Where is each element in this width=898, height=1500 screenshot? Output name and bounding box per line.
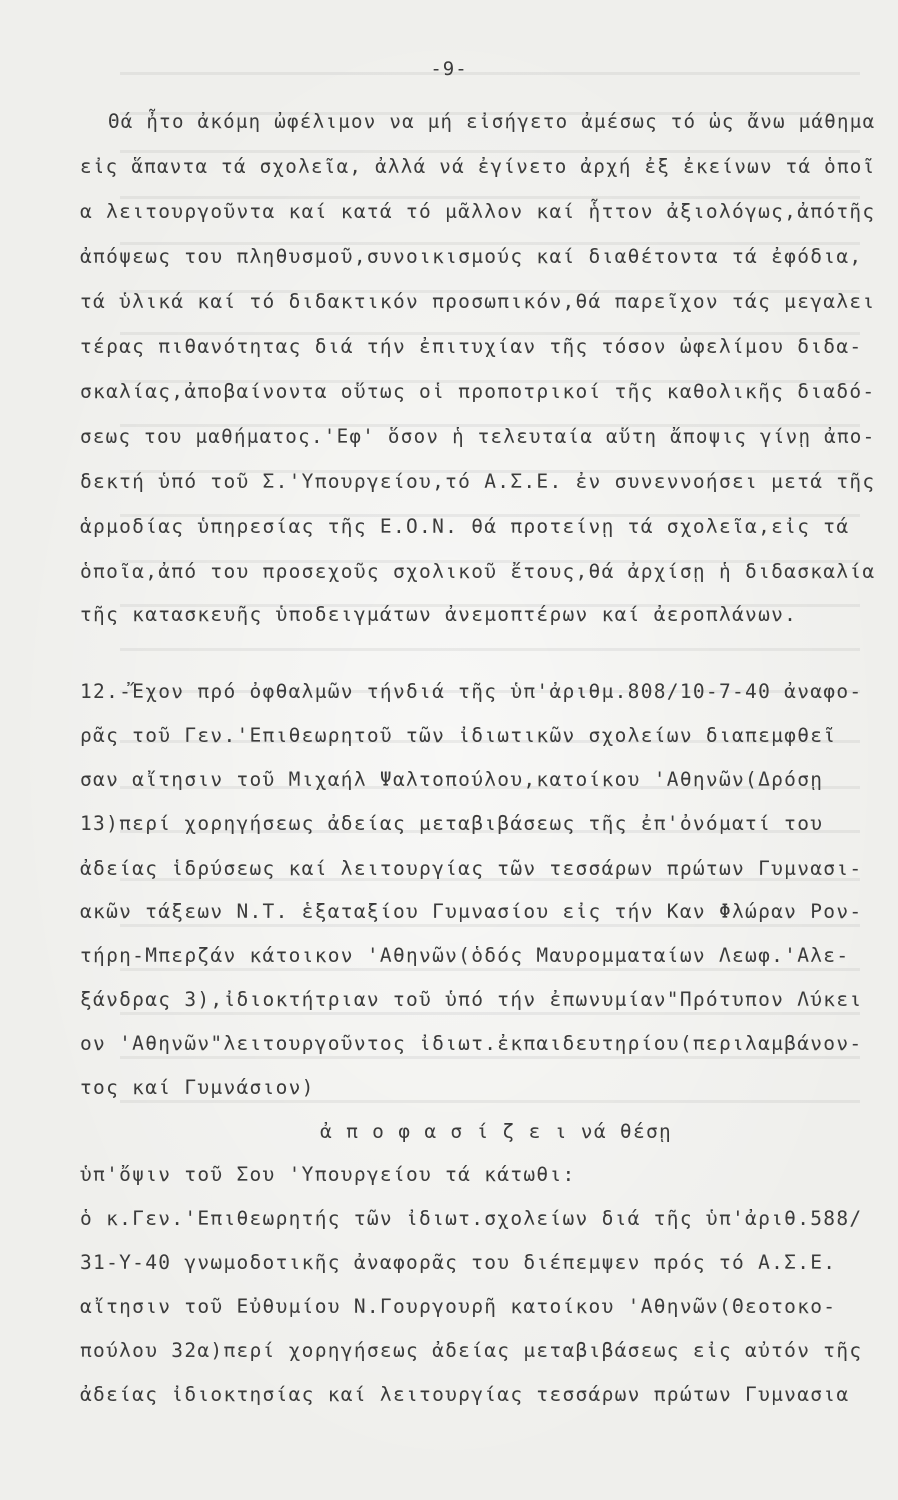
item-12-line-9: ον 'Αθηνῶν"λειτουργοῦντος ἰδιωτ.ἐκπαιδευτηρίου(περιλαμβάνον- <box>80 1032 863 1055</box>
text-line-3: α λειτουργοῦντα καί κατά τό μᾶλλον καί ἧττον ἀξιολόγως,ἀπότῆς <box>80 200 876 223</box>
item-12-line-6: ακῶν τάξεων Ν.Τ. ἑξαταξίου Γυμνασίου εἰς τήν Καν Φλώραν Ρον- <box>80 900 863 923</box>
decision-line-6: ἀδείας ἰδιοκτησίας καί λειτουργίας τεσσάρων πρώτων Γυμνασια <box>80 1383 850 1406</box>
text-line-11: ὁποῖα,ἀπό του προσεχοῦς σχολικοῦ ἔτους,θά ἀρχίσῃ ἡ διδασκαλία <box>80 560 876 583</box>
text-line-8: σεως του μαθήματος.'Εφ' ὅσον ἡ τελευταία αὕτη ἄποψις γίνῃ ἀπο- <box>80 425 876 448</box>
text-line-7: σκαλίας,ἀποβαίνοντα οὕτως οἱ προποτρικοί τῆς καθολικῆς διαδό- <box>80 380 876 403</box>
text-line-2: εἰς ἅπαντα τά σχολεῖα, ἀλλά νά ἐγίνετο ἀρχή ἐξ ἐκείνων τά ὁποῖ <box>80 155 876 178</box>
item-12-line-8: ξάνδρας 3),ἰδιοκτήτριαν τοῦ ὑπό τήν ἐπωνυμίαν"Πρότυπον Λύκει <box>80 988 863 1011</box>
item-12-line-2: ρᾶς τοῦ Γεν.'Επιθεωρητοῦ τῶν ἰδιωτικῶν σχολείων διαπεμφθεῖ <box>80 724 837 747</box>
decision-line-4: αἴτησιν τοῦ Εὐθυμίου Ν.Γουργουρῆ κατοίκου 'Αθηνῶν(Θεοτοκο- <box>80 1295 837 1318</box>
decision-line-5: πούλου 32α)περί χορηγήσεως ἀδείας μεταβιβάσεως εἰς αὐτόν τῆς <box>80 1339 863 1362</box>
item-12-line-1: 12.-Ἔχον πρό ὀφθαλμῶν τήνδιά τῆς ὑπ'ἀριθμ.808/10-7-40 ἀναφο- <box>80 680 863 703</box>
item-12-line-3: σαν αἴτησιν τοῦ Μιχαήλ Ψαλτοπούλου,κατοίκου 'Αθηνῶν(Δρόσῃ <box>80 768 824 791</box>
item-12-line-10: τος καί Γυμνάσιον) <box>80 1076 315 1099</box>
decision-line-2: ὁ κ.Γεν.'Επιθεωρητής τῶν ἰδιωτ.σχολείων διά τῆς ὑπ'ἀριθ.588/ <box>80 1207 863 1230</box>
decision-line-3: 31-Υ-40 γνωμοδοτικῆς ἀναφορᾶς του διέπεμψεν πρός τό Α.Σ.Ε. <box>80 1251 837 1274</box>
decision-line-1: ὑπ'ὄψιν τοῦ Σου 'Υπουργείου τά κάτωθι: <box>80 1163 576 1186</box>
text-line-4: ἀπόψεως του πληθυσμοῦ,συνοικισμούς καί διαθέτοντα τά ἐφόδια, <box>80 245 863 268</box>
text-line-10: ἁρμοδίας ὑπηρεσίας τῆς Ε.Ο.Ν. θά προτείνῃ τά σχολεῖα,εἰς τά <box>80 515 850 538</box>
text-line-6: τέρας πιθανότητας διά τήν ἐπιτυχίαν τῆς τόσον ὠφελίμου διδα- <box>80 335 863 358</box>
item-12-line-5: ἀδείας ἱδρύσεως καί λειτουργίας τῶν τεσσάρων πρώτων Γυμνασι- <box>80 857 863 880</box>
text-line-1: Θά ἦτο ἀκόμη ὠφέλιμον να μή εἰσήγετο ἀμέσως τό ὡς ἄνω μάθημα <box>108 110 876 133</box>
item-12-line-7: τήρη-Μπερζάν κάτοικον 'Αθηνῶν(ὁδός Μαυρομματαίων Λεωφ.'Αλε- <box>80 944 850 967</box>
decision-heading: ἀ π ο φ α σ ί ζ ε ι νά θέσῃ <box>320 1120 673 1143</box>
text-line-12: τῆς κατασκευῆς ὑποδειγμάτων ἀνεμοπτέρων καί ἀεροπλάνων. <box>80 603 798 626</box>
item-12-line-4: 13)περί χορηγήσεως ἀδείας μεταβιβάσεως τῆς ἐπ'ὀνόματί του <box>80 812 824 835</box>
text-line-5: τά ὑλικά καί τό διδακτικόν προσωπικόν,θά παρεῖχον τάς μεγαλει <box>80 290 876 313</box>
page-number: -9- <box>430 58 468 80</box>
text-line-9: δεκτή ὑπό τοῦ Σ.'Υπουργείου,τό Α.Σ.Ε. ἐν συνεννοήσει μετά τῆς <box>80 470 876 493</box>
